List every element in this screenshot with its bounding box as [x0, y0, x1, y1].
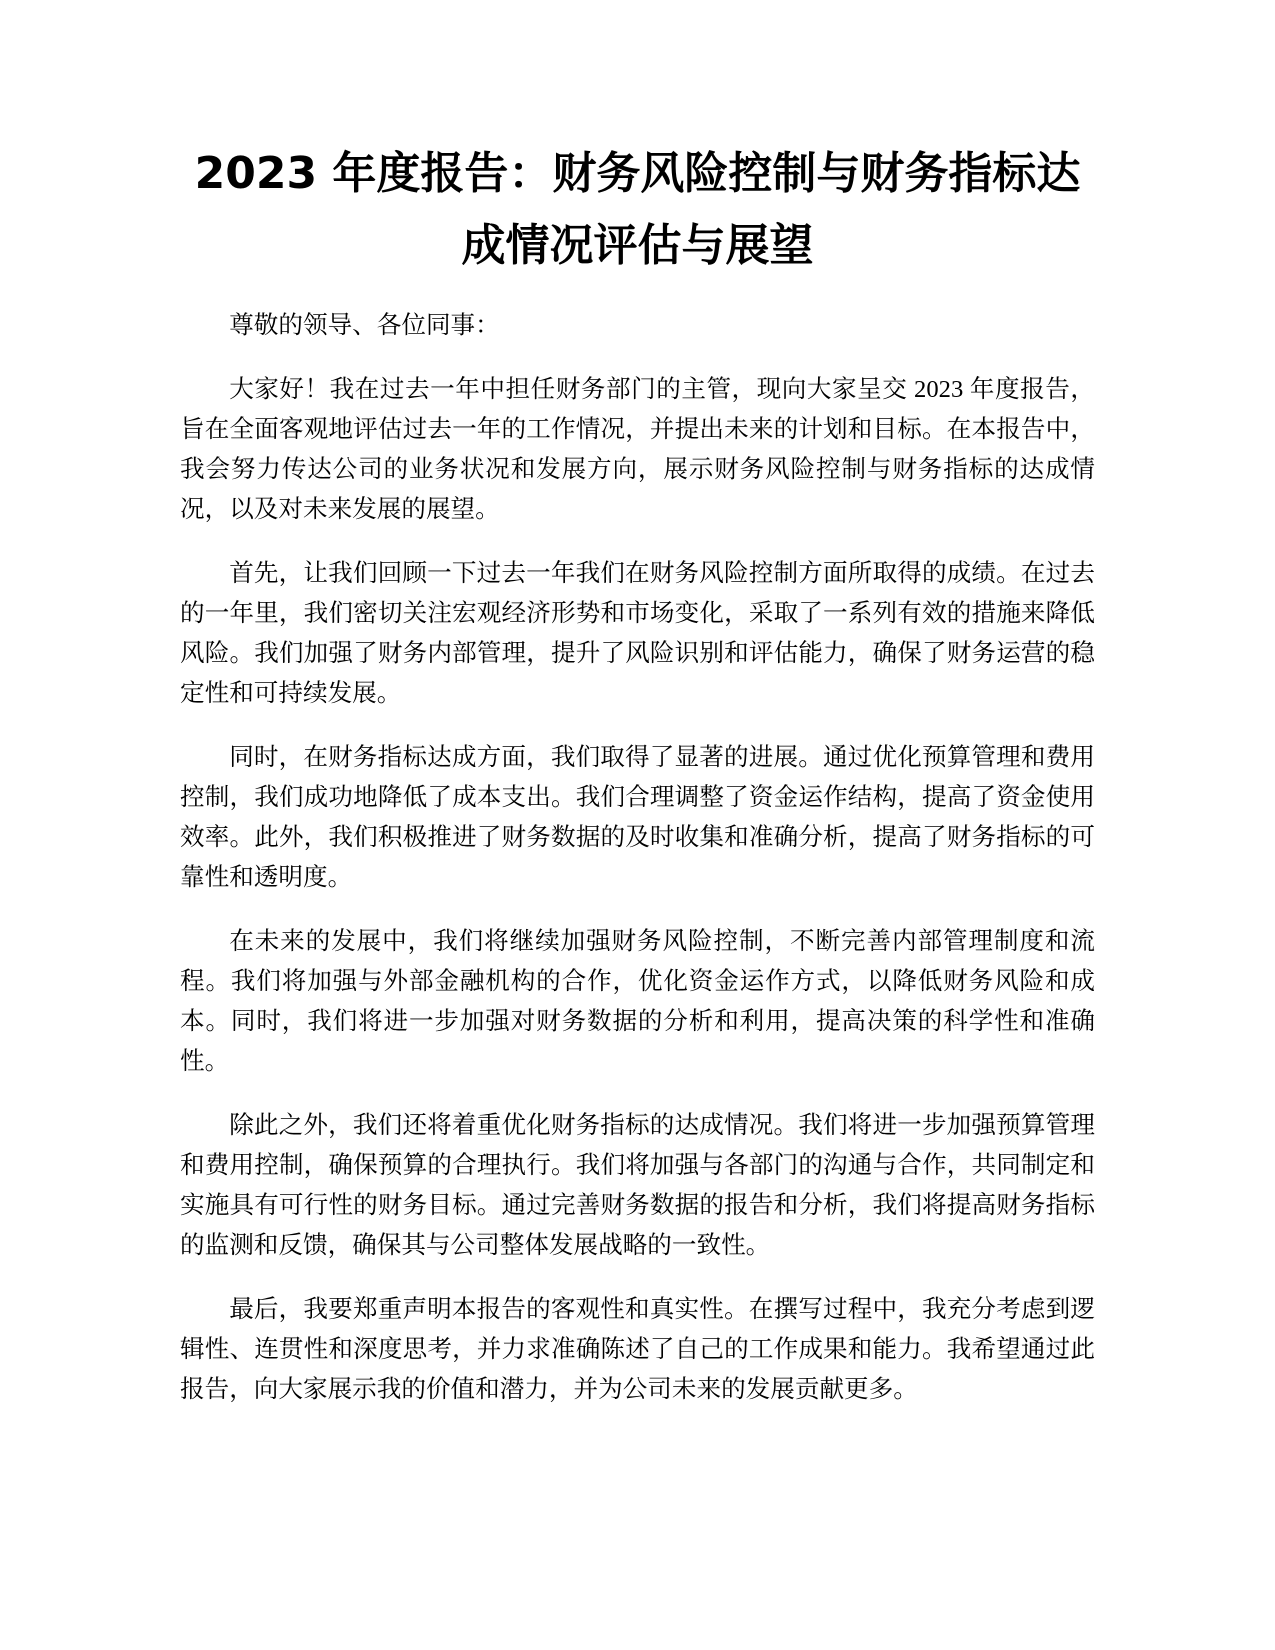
document-body: [180, 306, 1095, 1434]
paragraph-indicator-progress: 同时，在财务指标达成方面，我们取得了显著的进展。通过优化预算管理和费用控制，我们成功地降低了成本支出。我们合理调整了资金运作结构，提高了资金使用效率。此外，我们积极推进了财务数据的及时收集和准确分析，提高了财务指标的可靠性和透明度。: [180, 744, 1095, 891]
paragraph-risk-review: 首先，让我们回顾一下过去一年我们在财务风险控制方面所取得的成绩。在过去的一年里，我们密切关注宏观经济形势和市场变化，采取了一系列有效的措施来降低风险。我们加强了财务内部管理，提升了风险识别和评估能力，确保了财务运营的稳定性和可持续发展。: [180, 560, 1095, 707]
paragraph-future-indicators: 除此之外，我们还将着重优化财务指标的达成情况。我们将进一步加强预算管理和费用控制，确保预算的合理执行。我们将加强与各部门的沟通与合作，共同制定和实施具有可行性的财务目标。通过完善财务数据的报告和分析，我们将提高财务指标的监测和反馈，确保其与公司整体发展战略的一致性。: [180, 1112, 1095, 1259]
paragraph-future-risk-control: 在未来的发展中，我们将继续加强财务风险控制，不断完善内部管理制度和流程。我们将加强与外部金融机构的合作，优化资金运作方式，以降低财务风险和成本。同时，我们将进一步加强对财务数据的分析和利用，提高决策的科学性和准确性。: [180, 928, 1095, 1075]
document-title: 2023 年度报告：财务风险控制与财务指标达成情况评估与展望: [194, 148, 1081, 271]
paragraph-closing: 最后，我要郑重声明本报告的客观性和真实性。在撰写过程中，我充分考虑到逻辑性、连贯性和深度思考，并力求准确陈述了自己的工作成果和能力。我希望通过此报告，向大家展示我的价值和潜力，并为公司未来的发展贡献更多。: [180, 1296, 1095, 1403]
paragraph-intro: 大家好！我在过去一年中担任财务部门的主管，现向大家呈交 2023 年度报告，旨在全面客观地评估过去一年的工作情况，并提出未来的计划和目标。在本报告中，我会努力传达公司的业务状况和发展方向，展示财务风险控制与财务指标的达成情况，以及对未来发展的展望。: [180, 376, 1095, 523]
greeting: 尊敬的领导、各位同事：: [229, 312, 500, 339]
